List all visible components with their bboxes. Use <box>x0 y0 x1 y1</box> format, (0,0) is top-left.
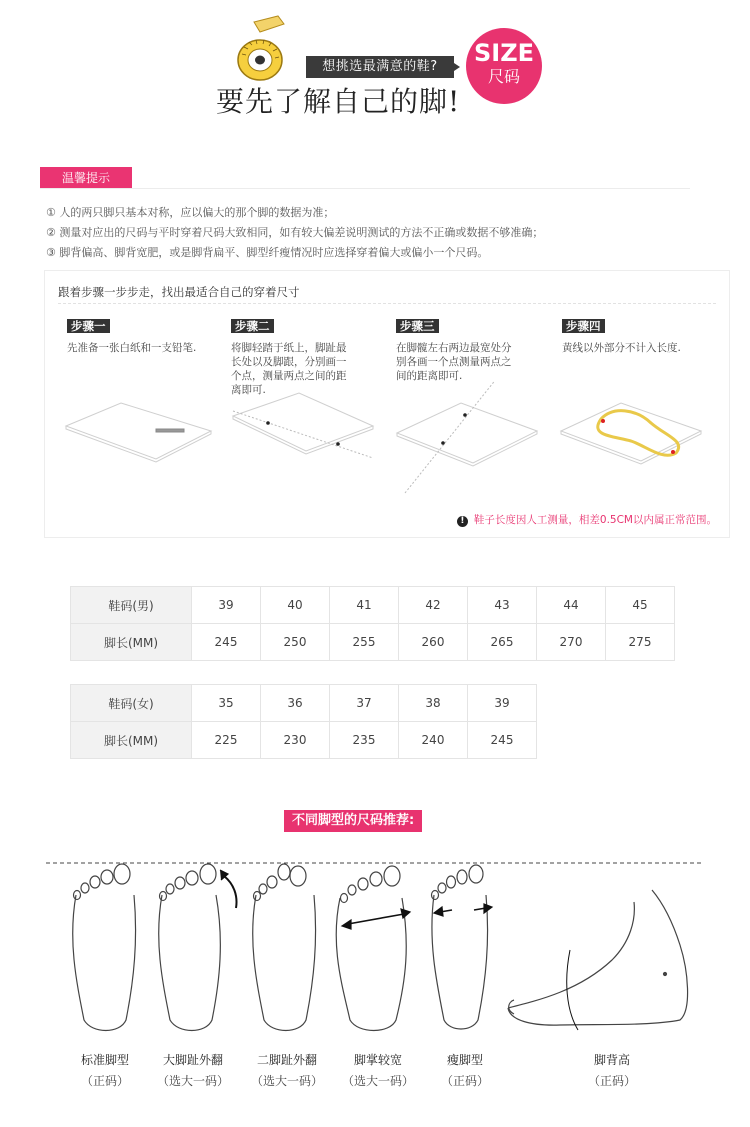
table-cell: 45 <box>606 587 675 624</box>
table-row-label: 鞋码(女) <box>71 685 192 722</box>
foot-standard-icon <box>73 864 136 1031</box>
foot-type-name: 脚背高 <box>593 1053 630 1067</box>
steps-illustrations <box>61 381 721 501</box>
tips-divider <box>40 188 690 189</box>
step-desc <box>562 341 712 355</box>
step3-illustration <box>397 381 537 493</box>
table-cell: 42 <box>399 587 468 624</box>
foot-type-name: 标准脚型 <box>80 1053 129 1067</box>
foot-type-note: （正码） <box>440 1074 489 1088</box>
table-cell: 260 <box>399 624 468 661</box>
women-size-table <box>70 684 537 759</box>
table-cell: 39 <box>468 685 537 722</box>
foot-type-name: 二脚趾外翻 <box>256 1053 317 1067</box>
table-cell: 225 <box>192 722 261 759</box>
step-desc-line: 先准备一张白纸和一支铅笔. <box>67 342 197 354</box>
step-desc-line: 间的距离即可. <box>396 370 463 382</box>
table-cell: 265 <box>468 624 537 661</box>
size-badge <box>466 28 542 104</box>
foot-wide-sole-icon <box>336 866 410 1031</box>
step-desc-line: 离即可. <box>231 384 266 396</box>
foot-second-toe-outward-icon <box>253 864 316 1031</box>
step-desc <box>396 341 546 383</box>
measuring-tape-icon <box>232 14 296 86</box>
foot-type-name: 大脚趾外翻 <box>162 1053 223 1067</box>
table-cell: 43 <box>468 587 537 624</box>
table-cell: 240 <box>399 722 468 759</box>
foot-type-note: （选大一码） <box>341 1074 414 1088</box>
steps-intro: 跟着步骤一步步走，找出最适合自己的穿着尺寸 <box>58 285 300 299</box>
table-cell: 40 <box>261 587 330 624</box>
table-row-label: 脚长(MM) <box>71 722 192 759</box>
step-desc-line: 长处以及脚跟，分别画一 <box>231 356 347 368</box>
table-cell: 230 <box>261 722 330 759</box>
foot-narrow-icon <box>432 865 493 1029</box>
table-cell: 275 <box>606 624 675 661</box>
header-question: 想挑选最满意的鞋? <box>306 56 454 78</box>
warning-icon: ! <box>457 516 468 527</box>
table-cell: 250 <box>261 624 330 661</box>
steps-note <box>457 512 717 527</box>
step-title: 步骤四 <box>562 319 605 333</box>
men-size-table <box>70 586 675 661</box>
steps-panel <box>44 270 730 538</box>
tip-item: ② 测量对应出的尺码与平时穿着尺码大致相同，如有较大偏差说明测试的方法不正确或数据不够准确； <box>46 226 544 239</box>
step-4 <box>562 315 712 355</box>
table-row-label: 脚长(MM) <box>71 624 192 661</box>
step-desc-line: 在脚髋左右两边最宽处分 <box>396 342 512 354</box>
steps-note-text: 鞋子长度因人工测量，相差0.5CM以内属正常范围。 <box>473 514 717 526</box>
foot-big-toe-outward-icon <box>159 864 237 1031</box>
table-cell: 35 <box>192 685 261 722</box>
tips-badge: 温馨提示 <box>40 167 132 189</box>
step2-illustration <box>233 393 373 458</box>
foot-type-note: （正码） <box>80 1074 129 1088</box>
table-cell: 255 <box>330 624 399 661</box>
step-title: 步骤二 <box>231 319 274 333</box>
foot-type-name: 瘦脚型 <box>446 1053 483 1067</box>
step-desc-line: 黄线以外部分不计入长度. <box>562 342 681 354</box>
table-row <box>71 722 537 759</box>
header-title: 要先了解自己的脚! <box>216 85 461 118</box>
size-badge-zh: 尺码 <box>487 67 520 86</box>
table-cell: 235 <box>330 722 399 759</box>
tip-item: ③ 脚背偏高、脚背宽肥，或是脚背扁平、脚型纤瘦情况时应选择穿着偏大或偏小一个尺码。 <box>46 246 489 259</box>
steps-divider <box>58 303 716 304</box>
table-cell: 38 <box>399 685 468 722</box>
step-desc-line: 个点，测量两点之间的距 <box>231 370 347 382</box>
tip-item: ① 人的两只脚只基本对称，应以偏大的那个脚的数据为准； <box>46 206 335 219</box>
table-cell: 39 <box>192 587 261 624</box>
step-desc-line: 将脚轻踏于纸上，脚趾最 <box>231 342 347 354</box>
foot-high-instep-icon <box>508 890 688 1030</box>
table-cell: 36 <box>261 685 330 722</box>
step-title: 步骤一 <box>67 319 110 333</box>
table-row-label: 鞋码(男) <box>71 587 192 624</box>
step-3 <box>396 315 546 383</box>
foot-types-illustrations <box>40 850 710 1040</box>
step-title: 步骤三 <box>396 319 439 333</box>
step-desc <box>67 341 217 355</box>
size-badge-en: SIZE <box>473 39 534 67</box>
table-cell: 245 <box>468 722 537 759</box>
table-row <box>71 624 675 661</box>
table-cell: 41 <box>330 587 399 624</box>
table-cell: 245 <box>192 624 261 661</box>
table-row <box>71 685 537 722</box>
paper-pencil-illustration <box>66 403 211 462</box>
step-1 <box>67 315 217 355</box>
foot-types-title: 不同脚型的尺码推荐: <box>284 810 422 832</box>
step4-illustration <box>561 403 701 464</box>
foot-type-note: （正码） <box>587 1074 636 1088</box>
table-cell: 44 <box>537 587 606 624</box>
table-cell: 270 <box>537 624 606 661</box>
foot-type-name: 脚掌较宽 <box>353 1053 402 1067</box>
step-desc-line: 别各画一个点测量两点之 <box>396 356 512 368</box>
foot-type-note: （选大一码） <box>250 1074 323 1088</box>
foot-type-note: （选大一码） <box>156 1074 229 1088</box>
table-cell: 37 <box>330 685 399 722</box>
table-row <box>71 587 675 624</box>
